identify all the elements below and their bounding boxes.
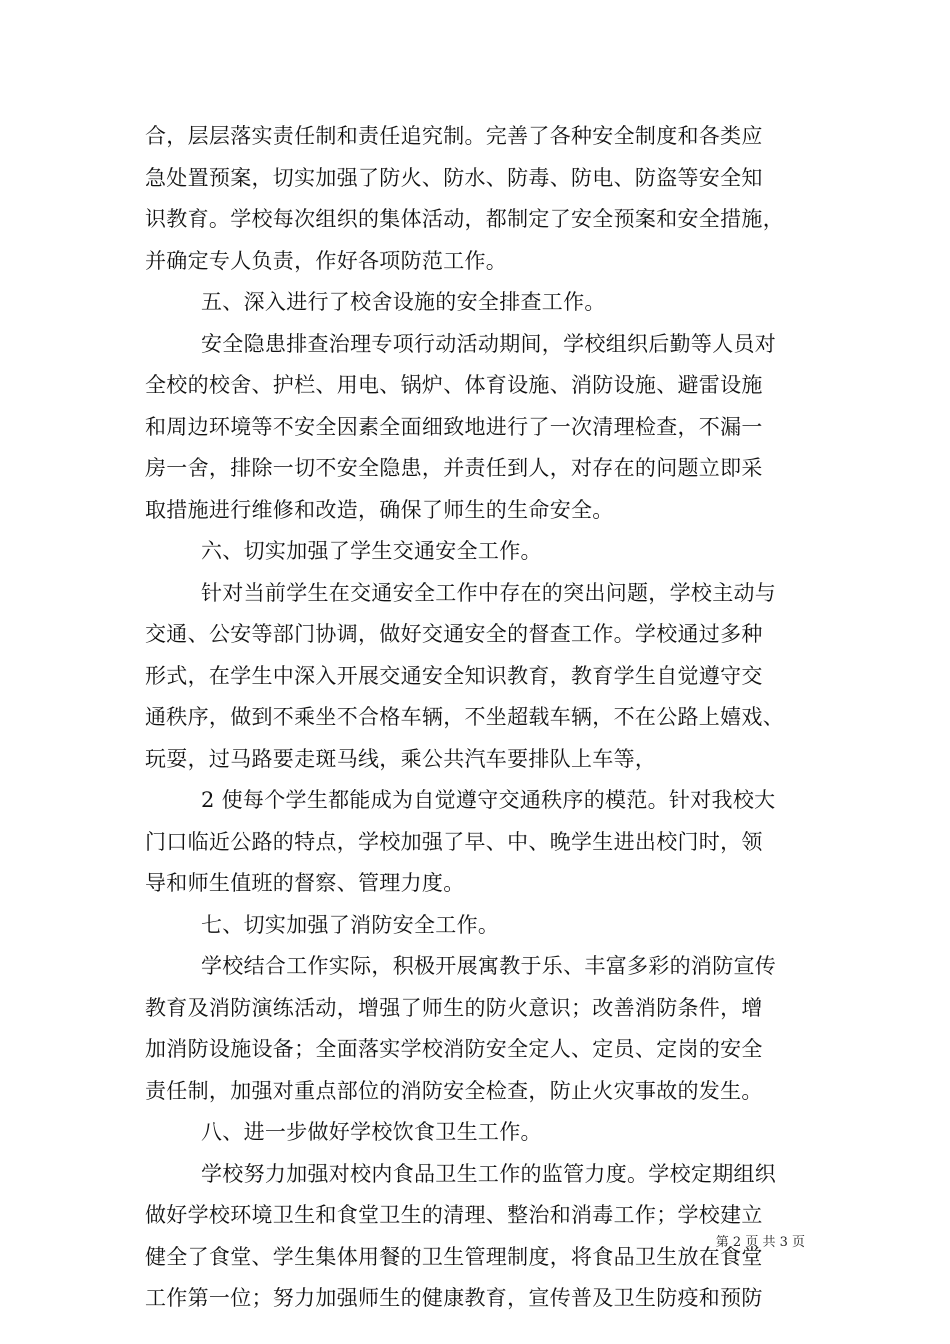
text-line: 全校的校舍、护栏、用电、锅炉、体育设施、消防设施、避雷设施 [145,373,763,397]
text-line: 五、深入进行了校舍设施的安全排查工作。 [201,290,606,314]
page-footer: 第 2 页 共 3 页 [715,1235,805,1250]
text-line: 六、切实加强了学生交通安全工作。 [201,539,542,563]
text-line: 和周边环境等不安全因素全面细致地进行了一次清理检查，不漏一 [145,414,763,439]
text-line: 健全了食堂、学生集体用餐的卫生管理制度，将食品卫生放在食堂 [145,1244,763,1269]
text-line: 2 使每个学生都能成为自觉遵守交通秩序的模范。针对我校大 [201,788,776,812]
text-line: 做好学校环境卫生和食堂卫生的清理、整治和消毒工作；学校建立 [145,1203,763,1227]
body-text [145,116,810,1320]
text-line: 并确定专人负责，作好各项防范工作。 [145,248,508,273]
text-line: 玩耍，过马路要走斑马线，乘公共汽车要排队上车等， [145,746,657,771]
text-line: 门口临近公路的特点，学校加强了早、中、晚学生进出校门时，领 [145,829,763,854]
text-line: 房一舍，排除一切不安全隐患，并责任到人，对存在的问题立即采 [145,456,763,480]
text-line: 针对当前学生在交通安全工作中存在的突出问题，学校主动与 [201,580,777,605]
text-line: 八、进一步做好学校饮食卫生工作。 [201,1120,542,1144]
text-line: 教育及消防演练活动，增强了师生的防火意识；改善消防条件，增 [145,995,763,1020]
text-line: 导和师生值班的督察、管理力度。 [145,871,465,895]
text-line: 工作第一位；努力加强师生的健康教育，宣传普及卫生防疫和预防 [145,1286,763,1310]
text-line: 取措施进行维修和改造，确保了师生的生命安全。 [145,497,614,522]
text-line: 安全隐患排查治理专项行动活动期间，学校组织后勤等人员对 [201,331,777,356]
text-line: 通秩序，做到不乘坐不合格车辆，不坐超载车辆，不在公路上嬉戏、 [145,705,784,729]
text-line: 责任制，加强对重点部位的消防安全检查，防止火灾事故的发生。 [145,1078,763,1103]
text-line: 合，层层落实责任制和责任追究制。完善了各种安全制度和各类应 [145,124,763,148]
text-line: 识教育。学校每次组织的集体活动，都制定了安全预案和安全措施， [145,207,784,231]
text-line: 学校结合工作实际，积极开展寓教于乐、丰富多彩的消防宣传 [201,954,777,978]
text-line: 学校努力加强对校内食品卫生工作的监管力度。学校定期组织 [201,1161,777,1186]
text-line: 急处置预案，切实加强了防火、防水、防毒、防电、防盗等安全知 [145,165,763,190]
text-line: 加消防设施设备；全面落实学校消防安全定人、定员、定岗的安全 [145,1037,763,1061]
text-line: 七、切实加强了消防安全工作。 [201,912,500,937]
text-line: 交通、公安等部门协调，做好交通安全的督查工作。学校通过多种 [145,622,763,646]
text-line: 形式，在学生中深入开展交通安全知识教育，教育学生自觉遵守交 [145,663,763,688]
